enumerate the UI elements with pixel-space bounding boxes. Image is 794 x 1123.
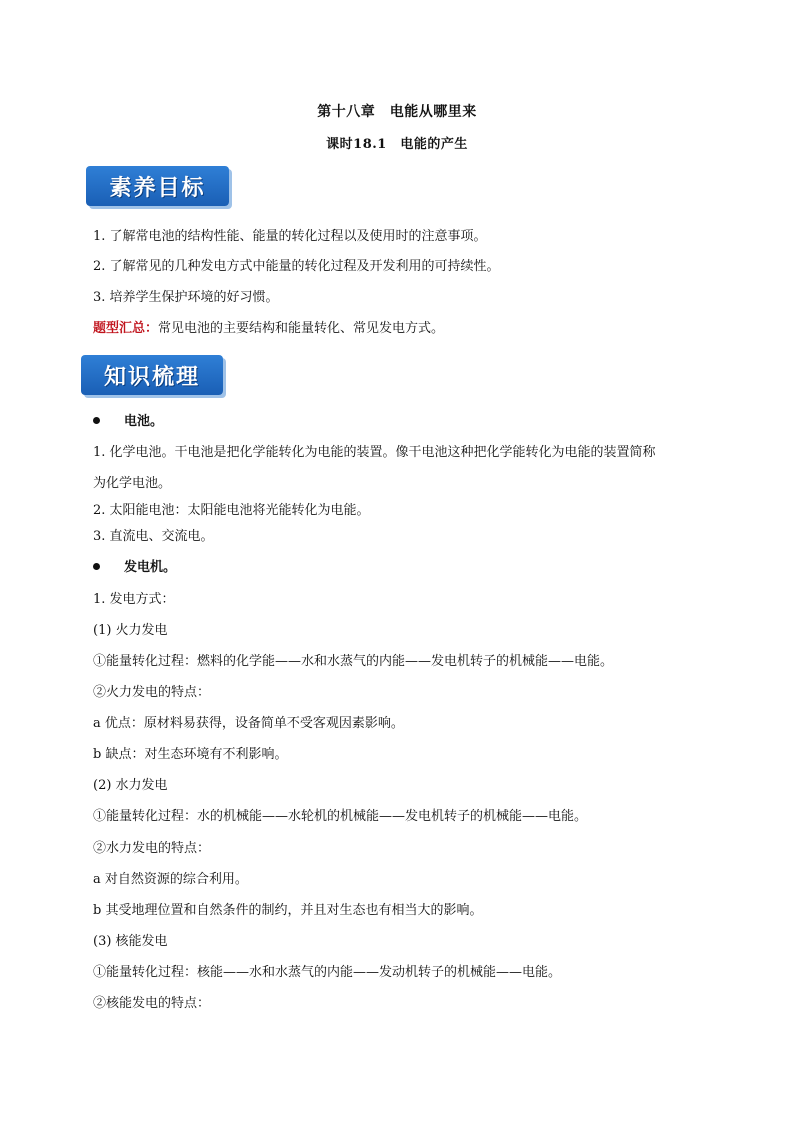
chapter-title: 第十八章 电能从哪里来 — [317, 104, 477, 120]
generator-heading-text: 发电机。 — [124, 560, 177, 575]
summary-label: 题型汇总： — [93, 321, 159, 336]
bullet-icon — [93, 417, 100, 424]
thermal-advantage: a 优点：原材料易获得，设备简单不受客观因素影响。 — [93, 716, 404, 731]
battery-line-2: 2. 太阳能电池：太阳能电池将光能转化为电能。 — [93, 503, 370, 518]
battery-heading-text: 电池。 — [124, 414, 164, 429]
hydro-point-b: b 其受地理位置和自然条件的制约，并且对生态也有相当大的影响。 — [93, 903, 483, 918]
summary-text: 常见电池的主要结构和能量转化、常见发电方式。 — [158, 321, 445, 336]
goal-item-3: 3. 培养学生保护环境的好习惯。 — [93, 290, 279, 305]
goal-item-1: 1. 了解常电池的结构性能、能量的转化过程以及使用时的注意事项。 — [93, 229, 487, 244]
generation-methods: 1. 发电方式： — [93, 592, 175, 607]
lesson-title: 课时18.1 电能的产生 — [326, 137, 468, 152]
hydro-feature: ②水力发电的特点： — [93, 841, 211, 856]
goal-item-2: 2. 了解常见的几种发电方式中能量的转化过程及开发利用的可持续性。 — [93, 259, 500, 274]
thermal-disadvantage: b 缺点：对生态环境有不利影响。 — [93, 747, 288, 762]
question-summary — [93, 321, 444, 337]
thermal-feature: ②火力发电的特点： — [93, 685, 211, 700]
nuclear-feature: ②核能发电的特点： — [93, 996, 211, 1011]
battery-line-1b: 为化学电池。 — [93, 476, 172, 491]
knowledge-banner: 知识梳理 — [81, 355, 223, 395]
goals-banner: 素养目标 — [86, 166, 229, 206]
battery-line-1a: 1. 化学电池。干电池是把化学能转化为电能的装置。像干电池这种把化学能转化为电能的装置简称 — [93, 445, 656, 460]
thermal-title: (1) 火力发电 — [93, 623, 168, 638]
thermal-process: ①能量转化过程：燃料的化学能——水和水蒸气的内能——发电机转子的机械能——电能。 — [93, 654, 614, 669]
battery-heading — [93, 414, 163, 430]
nuclear-title: (3) 核能发电 — [93, 934, 168, 949]
hydro-point-a: a 对自然资源的综合利用。 — [93, 872, 248, 887]
hydro-process: ①能量转化过程：水的机械能——水轮机的机械能——发电机转子的机械能——电能。 — [93, 809, 588, 824]
bullet-icon — [93, 563, 100, 570]
hydro-title: (2) 水力发电 — [93, 778, 168, 793]
nuclear-process: ①能量转化过程：核能——水和水蒸气的内能——发动机转子的机械能——电能。 — [93, 965, 562, 980]
battery-line-3: 3. 直流电、交流电。 — [93, 529, 214, 544]
generator-heading — [93, 560, 176, 576]
